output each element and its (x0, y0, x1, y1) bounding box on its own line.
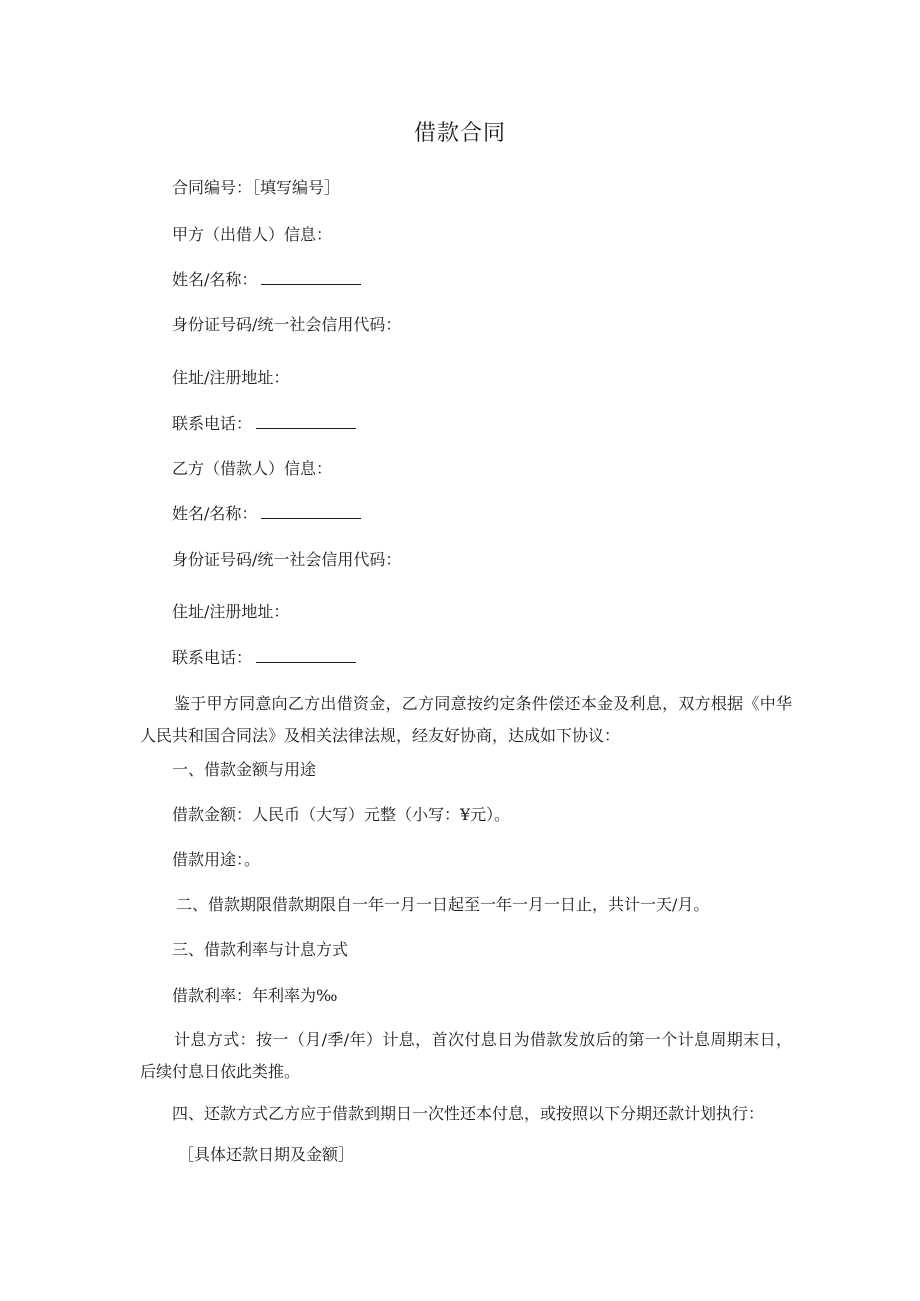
party-a-name-blank[interactable] (261, 270, 361, 285)
repayment-schedule-placeholder: ［具体还款日期及金额］ (178, 1145, 355, 1164)
loan-purpose-text: 借款用途：。 (172, 850, 261, 869)
party-b-phone-blank[interactable] (256, 648, 356, 663)
party-a-id-label: 身份证号码/统一社会信用代码： (172, 315, 402, 334)
party-b-id-label: 身份证号码/统一社会信用代码： (172, 550, 402, 569)
party-a-name-label: 姓名/名称： (172, 270, 258, 289)
party-b-name-label: 姓名/名称： (172, 504, 258, 523)
party-b-name-blank[interactable] (261, 504, 361, 519)
party-a-phone-row (172, 414, 356, 434)
section-1-heading: 一、借款金额与用途 (172, 760, 317, 779)
section-3-heading: 三、借款利率与计息方式 (172, 940, 349, 959)
contract-number: 合同编号：［填写编号］ (172, 178, 341, 197)
section-4-text: 四、还款方式乙方应于借款到期日一次性还本付息，或按照以下分期还款计划执行： (172, 1104, 765, 1123)
section-2-text: 二、借款期限借款期限自一年一月一日起至一年一月一日止，共计一天/月。 (176, 895, 710, 914)
preamble-paragraph: 鉴于甲方同意向乙方出借资金，乙方同意按约定条件偿还本金及利息，双方根据《中华人民共和国合同法》及相关法律法规，经友好协商，达成如下协议： (140, 694, 792, 745)
party-a-name-row (172, 270, 361, 290)
party-a-address-label: 住址/注册地址： (172, 368, 290, 387)
party-b-name-row (172, 504, 361, 524)
page-title: 借款合同 (413, 121, 506, 146)
party-b-phone-label: 联系电话： (172, 648, 253, 667)
interest-method-paragraph: 计息方式：按一（月/季/年）计息，首次付息日为借款发放后的第一个计息周期末日，后续付息日依此类推。 (140, 1030, 792, 1081)
interest-rate-text: 借款利率：年利率为‰ (172, 986, 338, 1005)
party-a-phone-label: 联系电话： (172, 414, 253, 433)
party-a-heading: 甲方（出借人）信息： (172, 225, 333, 244)
loan-amount-text: 借款金额：人民币（大写）元整（小写：¥元）。 (172, 805, 511, 824)
party-b-address-label: 住址/注册地址： (172, 602, 290, 621)
party-a-phone-blank[interactable] (256, 414, 356, 429)
party-b-phone-row (172, 648, 356, 668)
party-b-heading: 乙方（借款人）信息： (172, 459, 333, 478)
